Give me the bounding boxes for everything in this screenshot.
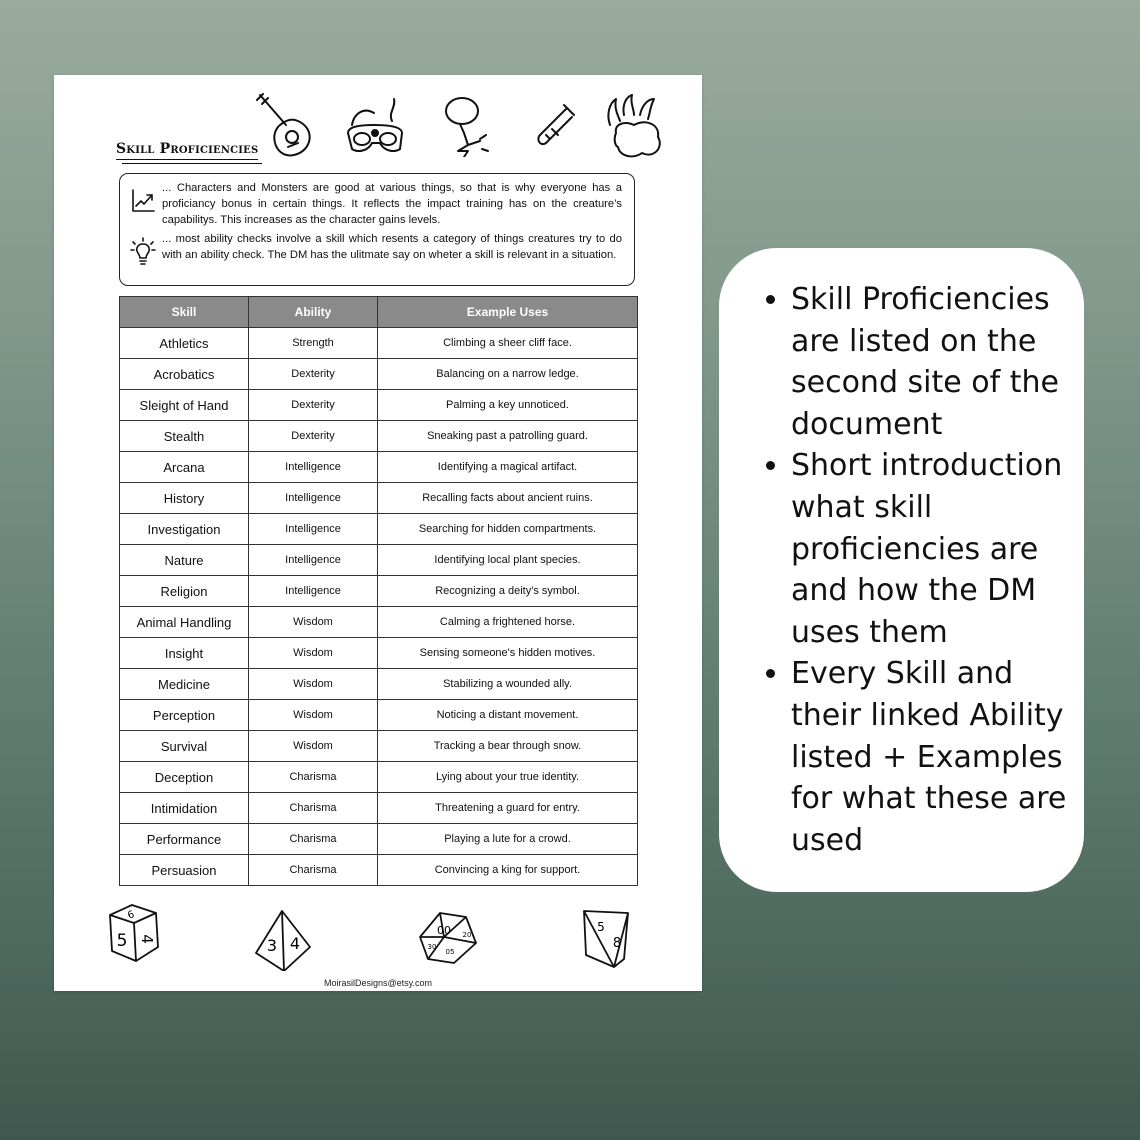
die-face: 8 <box>612 936 622 951</box>
skill-name-cell: Investigation <box>120 514 249 545</box>
intro-box <box>119 173 635 286</box>
table-row <box>120 669 638 700</box>
table-row <box>120 731 638 762</box>
example-use-cell: Balancing on a narrow ledge. <box>378 359 638 390</box>
ability-cell: Wisdom <box>249 638 378 669</box>
ability-cell: Dexterity <box>249 421 378 452</box>
feature-item: • Every Skill and their linked Ability listed + Examples for what these are used <box>791 653 1076 861</box>
die-face: 05 <box>445 948 455 956</box>
goggles-icon <box>344 97 408 157</box>
ability-cell: Charisma <box>249 762 378 793</box>
ability-cell: Intelligence <box>249 483 378 514</box>
die-face: 20 <box>462 931 472 939</box>
example-use-cell: Lying about your true identity. <box>378 762 638 793</box>
example-use-cell: Convincing a king for support. <box>378 855 638 886</box>
table-row <box>120 576 638 607</box>
ability-cell: Charisma <box>249 824 378 855</box>
example-use-cell: Climbing a sheer cliff face. <box>378 328 638 359</box>
table-row <box>120 483 638 514</box>
intro-text: ... Characters and Monsters are good at various things, so that is why everyone has a proficiancy bonus in certain things. It reflects the impact training has on the creature’s capabilitys. This increases as the character gains levels. <box>162 182 622 226</box>
skill-name-cell: Perception <box>120 700 249 731</box>
skill-name-cell: Arcana <box>120 452 249 483</box>
example-use-cell: Recognizing a deity's symbol. <box>378 576 638 607</box>
table-row <box>120 421 638 452</box>
ability-cell: Charisma <box>249 793 378 824</box>
die-face: 4 <box>289 934 301 953</box>
example-use-cell: Sensing someone's hidden motives. <box>378 638 638 669</box>
example-use-cell: Recalling facts about ancient ruins. <box>378 483 638 514</box>
speech-bubble-icon <box>440 93 492 157</box>
example-use-cell: Tracking a bear through snow. <box>378 731 638 762</box>
skill-name-cell: Deception <box>120 762 249 793</box>
skill-name-cell: Nature <box>120 545 249 576</box>
ability-cell: Dexterity <box>249 390 378 421</box>
die-face: 4 <box>138 934 156 944</box>
column-header-ability: Ability <box>249 297 378 328</box>
shop-credit: MoirasilDesigns@etsy.com <box>324 978 432 988</box>
example-use-cell: Sneaking past a patrolling guard. <box>378 421 638 452</box>
skill-name-cell: Sleight of Hand <box>120 390 249 421</box>
table-row <box>120 762 638 793</box>
table-row <box>120 359 638 390</box>
ability-cell: Wisdom <box>249 669 378 700</box>
ability-cell: Intelligence <box>249 545 378 576</box>
skill-name-cell: Stealth <box>120 421 249 452</box>
ability-cell: Wisdom <box>249 700 378 731</box>
table-row <box>120 607 638 638</box>
die-face: 3 <box>266 936 278 955</box>
page-title: Skill Proficiencies <box>116 141 258 160</box>
ability-cell: Strength <box>249 328 378 359</box>
ability-cell: Dexterity <box>249 359 378 390</box>
example-use-cell: Calming a frightened horse. <box>378 607 638 638</box>
skill-name-cell: Religion <box>120 576 249 607</box>
potion-vial-icon <box>532 101 578 149</box>
lightbulb-icon <box>130 237 156 267</box>
trend-chart-icon <box>130 188 156 214</box>
feature-card <box>719 248 1084 892</box>
table-row <box>120 793 638 824</box>
document-page <box>54 75 702 991</box>
die-face: 00 <box>437 924 451 937</box>
die-face: 30 <box>427 943 437 951</box>
skill-name-cell: Survival <box>120 731 249 762</box>
intro-text: ... most ability checks involve a skill which resents a category of things creatures try to do with an ability check. The DM has the ulitmate say on wheter a skill is relevant in a situation. <box>162 233 622 261</box>
d4-die-icon <box>252 907 314 971</box>
skill-name-cell: Medicine <box>120 669 249 700</box>
skill-name-cell: Insight <box>120 638 249 669</box>
table-row <box>120 638 638 669</box>
skill-name-cell: Performance <box>120 824 249 855</box>
example-use-cell: Searching for hidden compartments. <box>378 514 638 545</box>
skills-table <box>119 296 638 886</box>
example-use-cell: Identifying local plant species. <box>378 545 638 576</box>
d8-die-icon <box>580 907 632 969</box>
ability-cell: Intelligence <box>249 452 378 483</box>
feature-list <box>791 279 1076 861</box>
table-row <box>120 824 638 855</box>
lute-icon <box>254 91 320 165</box>
skill-name-cell: Acrobatics <box>120 359 249 390</box>
die-face: 5 <box>116 931 128 951</box>
skill-name-cell: Persuasion <box>120 855 249 886</box>
skill-name-cell: Athletics <box>120 328 249 359</box>
table-row <box>120 328 638 359</box>
table-header-row <box>120 297 638 328</box>
ability-cell: Intelligence <box>249 576 378 607</box>
example-use-cell: Threatening a guard for entry. <box>378 793 638 824</box>
table-row <box>120 452 638 483</box>
skill-name-cell: Animal Handling <box>120 607 249 638</box>
ability-cell: Wisdom <box>249 731 378 762</box>
ability-cell: Intelligence <box>249 514 378 545</box>
example-use-cell: Identifying a magical artifact. <box>378 452 638 483</box>
die-face: 5 <box>597 920 605 934</box>
beast-paw-icon <box>604 93 666 163</box>
example-use-cell: Noticing a distant movement. <box>378 700 638 731</box>
table-row <box>120 545 638 576</box>
d6-die-icon <box>106 901 162 965</box>
skill-name-cell: Intimidation <box>120 793 249 824</box>
ability-cell: Charisma <box>249 855 378 886</box>
skill-name-cell: History <box>120 483 249 514</box>
example-use-cell: Playing a lute for a crowd. <box>378 824 638 855</box>
d10-percentile-die-icon <box>416 909 480 967</box>
table-row <box>120 514 638 545</box>
feature-item: • Short introduction what skill proficiencies are and how the DM uses them <box>791 445 1076 653</box>
column-header-example: Example Uses <box>378 297 638 328</box>
ability-cell: Wisdom <box>249 607 378 638</box>
table-row <box>120 390 638 421</box>
feature-item: • Skill Proficiencies are listed on the second site of the document <box>791 279 1076 445</box>
table-row <box>120 700 638 731</box>
die-face: 6 <box>126 909 137 922</box>
example-use-cell: Stabilizing a wounded ally. <box>378 669 638 700</box>
table-row <box>120 855 638 886</box>
column-header-skill: Skill <box>120 297 249 328</box>
example-use-cell: Palming a key unnoticed. <box>378 390 638 421</box>
